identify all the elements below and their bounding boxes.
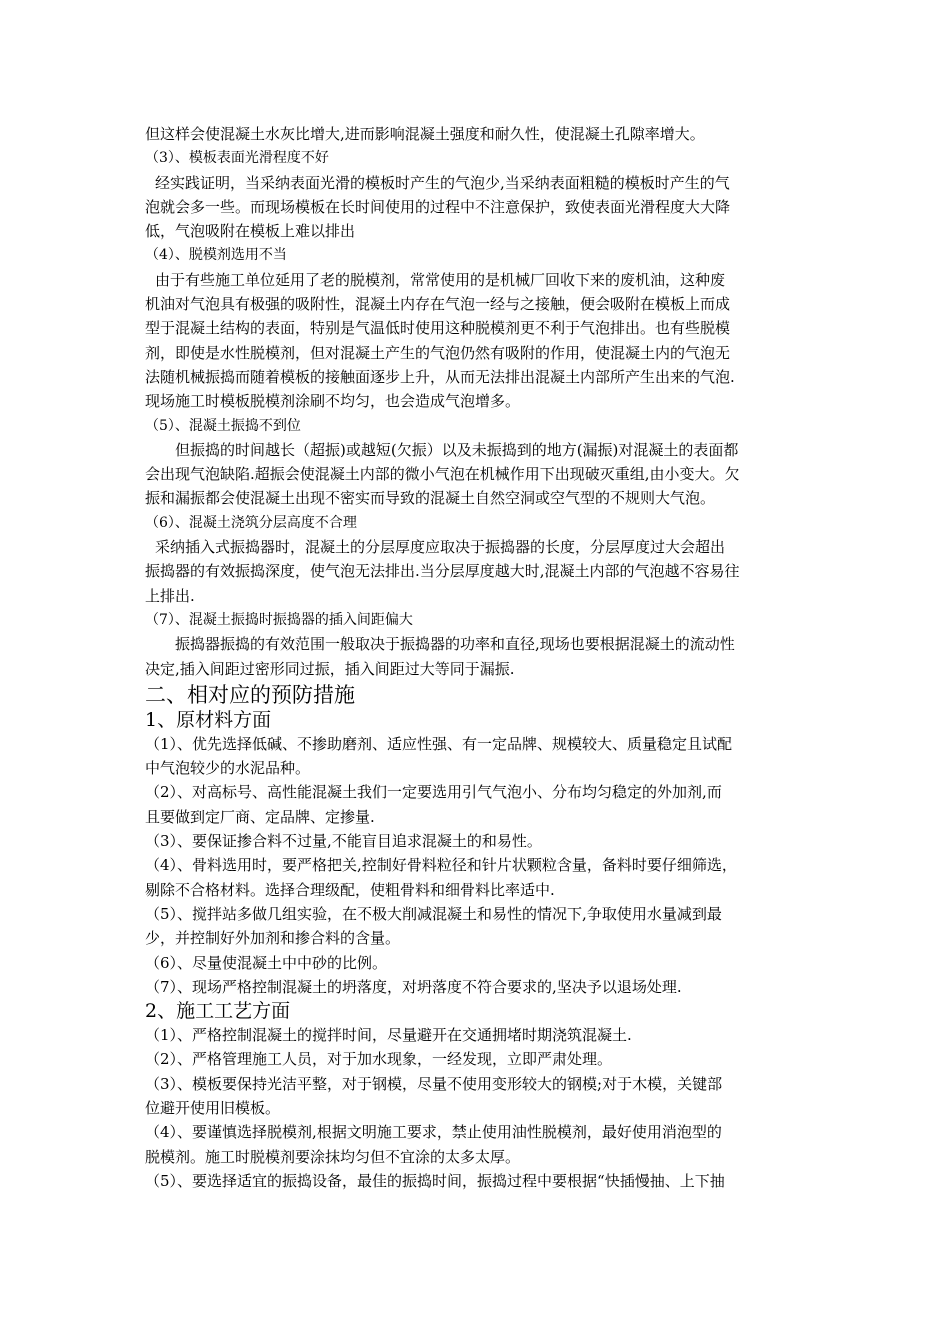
item-heading <box>145 608 810 632</box>
text-line: 且要做到定厂商、定品牌、定掺量. <box>145 807 375 826</box>
paragraph <box>145 1023 810 1047</box>
text-line: 2、施工工艺方面 <box>145 1000 291 1023</box>
text-line: 少，并控制好外加剂和掺合料的含量。 <box>145 929 401 948</box>
section-heading <box>145 682 810 708</box>
text-line: （5）、要选择适宜的振捣设备，最佳的振捣时间，振捣过程中要根据“快插慢抽、上下抽 <box>145 1171 725 1190</box>
paragraph <box>145 535 810 608</box>
paragraph <box>145 902 810 951</box>
text-line: 型于混凝土结构的表面，特别是气温低时使用这种脱模剂更不利于气泡排出。也有些脱模 <box>145 319 731 338</box>
subsection-heading <box>145 708 810 732</box>
text-line: （4）、骨料选用时，要严格把关,控制好骨料粒径和针片状颗粒含量，备料时要仔细筛选， <box>145 856 737 875</box>
subsection-heading <box>145 999 810 1023</box>
text-line: 上排出. <box>145 586 195 605</box>
text-line: 由于有些施工单位延用了老的脱模剂，常常使用的是机械厂回收下来的废机油，这种废 <box>155 270 726 289</box>
text-line: （3）、要保证掺合料不过量,不能盲目追求混凝土的和易性。 <box>145 832 542 851</box>
text-line: 现场施工时模板脱模剂涂刷不均匀，也会造成气泡增多。 <box>145 392 521 411</box>
paragraph <box>145 780 810 829</box>
text-line: 机油对气泡具有极强的吸附性，混凝土内存在气泡一经与之接触，便会吸附在模板上而成 <box>145 295 731 314</box>
text-line: （6）、混凝土浇筑分层高度不合理 <box>145 514 357 531</box>
text-line: 经实践证明，当采纳表面光滑的模板时产生的气泡少,当采纳表面粗糙的模板时产生的气 <box>155 173 730 192</box>
text-line: 采纳插入式振捣器时，混凝土的分层厚度应取决于振捣器的长度，分层厚度过大会超出 <box>155 538 726 557</box>
item-heading <box>145 414 810 438</box>
text-line: 脱模剂。施工时脱模剂要涂抹均匀但不宜涂的太多太厚。 <box>145 1147 521 1166</box>
text-line: 剂，即使是水性脱模剂，但对混凝土产生的气泡仍然有吸附的作用，使混凝土内的气泡无 <box>145 343 731 362</box>
text-line: 决定,插入间距过密形同过振，插入间距过大等同于漏振. <box>145 659 515 678</box>
text-line: （3）、模板表面光滑程度不好 <box>145 150 329 167</box>
item-heading <box>145 146 810 170</box>
paragraph <box>145 951 810 975</box>
paragraph <box>145 975 810 999</box>
text-line: 但振捣的时间越长（超振)或越短(欠振）以及未振捣到的地方(漏振)对混凝土的表面都 <box>175 440 739 459</box>
text-line: 1、原材料方面 <box>145 708 272 731</box>
text-line: 中气泡较少的水泥品种。 <box>145 759 311 778</box>
text-line: 振捣器振捣的有效范围一般取决于振捣器的功率和直径,现场也要根据混凝土的流动性 <box>175 635 735 654</box>
text-line: （2）、严格管理施工人员，对于加水现象，一经发现，立即严肃处理。 <box>145 1050 613 1069</box>
paragraph <box>145 438 810 511</box>
document-body <box>145 122 810 1193</box>
text-line: 泡就会多一些。而现场模板在长时间使用的过程中不注意保护，致使表面光滑程度大大降 <box>145 197 731 216</box>
paragraph <box>145 853 810 902</box>
text-line: （5）、搅拌站多做几组实验，在不极大削减混凝土和易性的情况下,争取使用水量减到最 <box>145 904 722 923</box>
text-line: 剔除不合格材料。选择合理级配，使粗骨料和细骨料比率适中. <box>145 880 555 899</box>
text-line: 位避开使用旧模板。 <box>145 1098 281 1117</box>
text-line: （7）、现场严格控制混凝土的坍落度，对坍落度不符合要求的,坚决予以退场处理. <box>145 977 682 996</box>
text-line: 振捣器的有效振捣深度，使气泡无法排出.当分层厚度越大时,混凝土内部的气泡越不容易往 <box>145 562 740 581</box>
text-line: （3）、模板要保持光洁平整，对于钢模，尽量不使用变形较大的钢模;对于木模，关键部 <box>145 1074 723 1093</box>
text-line: （6）、尽量使混凝土中中砂的比例。 <box>145 953 388 972</box>
paragraph <box>145 1120 810 1169</box>
item-heading <box>145 243 810 267</box>
paragraph <box>145 122 810 146</box>
text-line: 法随机械振捣而随着模板的接触面逐步上升，从而无法排出混凝土内部所产生出来的气泡. <box>145 367 735 386</box>
text-line: （5）、混凝土振捣不到位 <box>145 417 301 434</box>
text-line: （7）、混凝土振捣时振捣器的插入间距偏大 <box>145 611 413 628</box>
text-line: （4）、要谨慎选择脱模剂,根据文明施工要求，禁止使用油性脱模剂，最好使用消泡型的 <box>145 1123 722 1142</box>
text-line: 低，气泡吸附在模板上难以排出 <box>145 222 356 241</box>
text-line: （2）、对高标号、高性能混凝土我们一定要选用引气气泡小、分布均匀稳定的外加剂,而 <box>145 783 722 802</box>
paragraph <box>145 1169 810 1193</box>
paragraph <box>145 829 810 853</box>
item-heading <box>145 511 810 535</box>
paragraph <box>145 268 810 414</box>
paragraph <box>145 171 810 244</box>
paragraph <box>145 1047 810 1071</box>
paragraph <box>145 632 810 681</box>
text-line: 会出现气泡缺陷.超振会使混凝土内部的微小气泡在机械作用下出现破灭重组,由小变大。欠 <box>145 465 740 484</box>
paragraph <box>145 1072 810 1121</box>
text-line: 但这样会使混凝土水灰比增大,进而影响混凝土强度和耐久性，使混凝土孔隙率增大。 <box>145 125 705 143</box>
text-line: 二、相对应的预防措施 <box>145 682 355 707</box>
text-line: （1）、优先选择低碱、不掺助磨剂、适应性强、有一定品牌、规模较大、质量稳定且试配 <box>145 734 733 753</box>
text-line: 振和漏振都会使混凝土出现不密实而导致的混凝土自然空洞或空气型的不规则大气泡。 <box>145 489 716 508</box>
text-line: （1）、严格控制混凝土的搅拌时间，尽量避开在交通拥堵时期浇筑混凝土. <box>145 1026 632 1045</box>
paragraph <box>145 732 810 781</box>
text-line: （4）、脱模剂选用不当 <box>145 247 287 264</box>
